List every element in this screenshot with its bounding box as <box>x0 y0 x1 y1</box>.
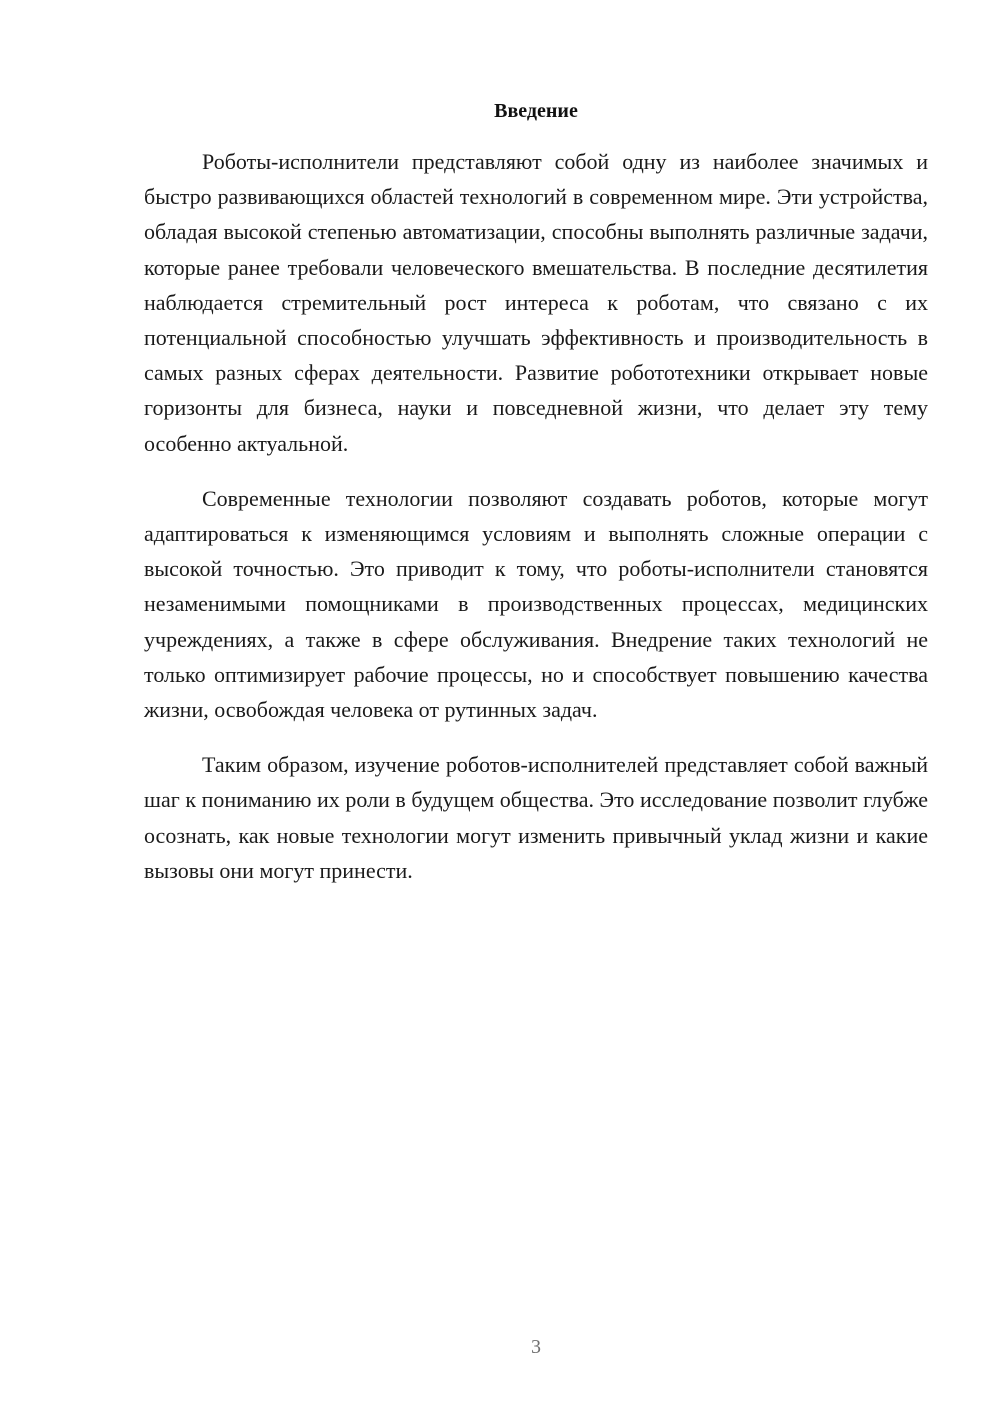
page-number: 3 <box>531 1336 541 1358</box>
page-content <box>144 97 928 908</box>
paragraph-2: Современные технологии позволяют создавать роботов, которые могут адаптироваться к изменяющимся условиям и выполнять сложные операции с высокой точностью. Это приводит к тому, что роботы-исполнители становятся незаменимыми помощниками в производственных процессах, медицинских учреждениях, а также в сфере обслуживания. Внедрение таких технологий не только оптимизирует рабочие процессы, но и способствует повышению качества жизни, освобождая человека от рутинных задач. <box>144 485 928 723</box>
paragraph-1: Роботы-исполнители представляют собой одну из наиболее значимых и быстро развивающихся областей технологий в современном мире. Эти устройства, обладая высокой степенью автоматизации, способны выполнять различные задачи, которые ранее требовали человеческого вмешательства. В последние десятилетия наблюдается стремительный рост интереса к роботам, что связано с их потенциальной способностью улучшать эффективность и производительность в самых разных сферах деятельности. Развитие робототехники открывает новые горизонты для бизнеса, науки и повседневной жизни, что делает эту тему особенно актуальной. <box>144 149 928 456</box>
paragraph-3: Таким образом, изучение роботов-исполнителей представляет собой важный шаг к пониманию их роли в будущем общества. Это исследование позволит глубже осознать, как новые технологии могут изменить привычный уклад жизни и какие вызовы они могут принести. <box>144 752 928 883</box>
section-heading: Введение <box>494 100 578 122</box>
